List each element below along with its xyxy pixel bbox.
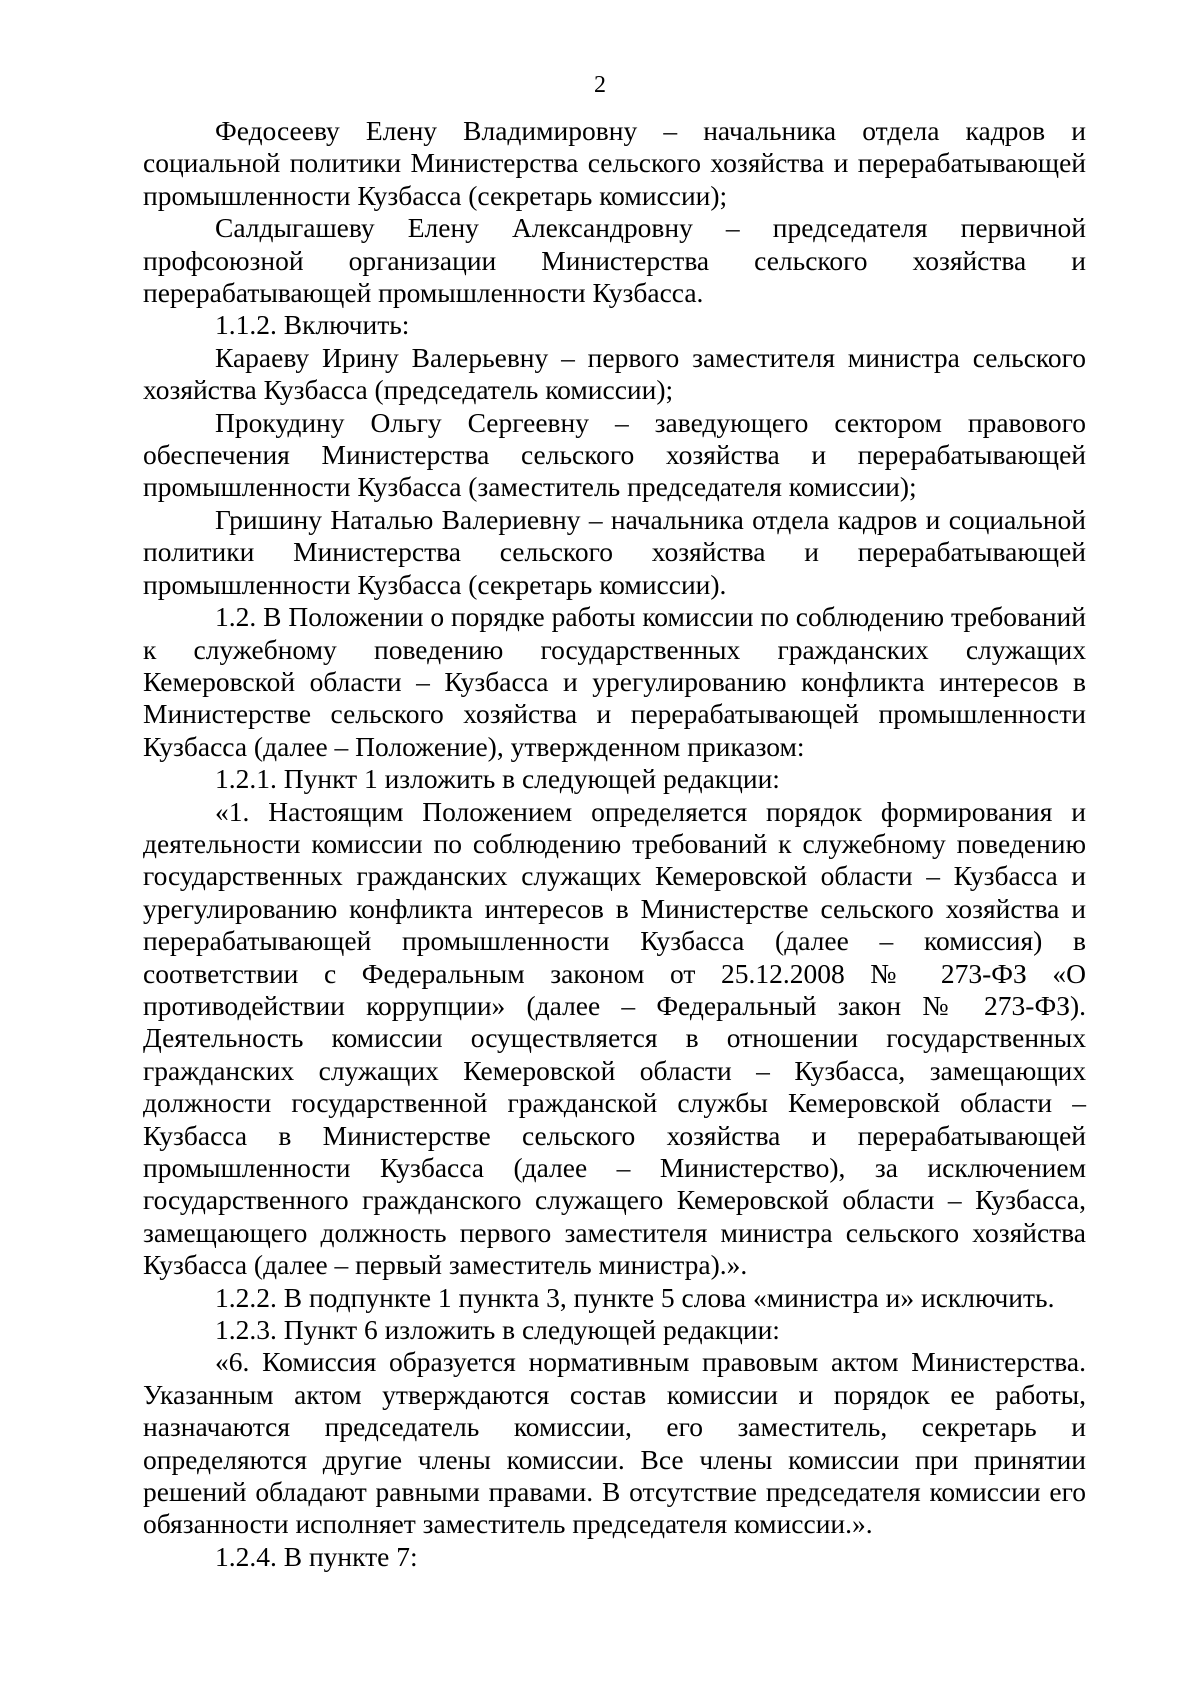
paragraph-section-1-2-3: 1.2.3. Пункт 6 изложить в следующей редакции: [215, 1314, 780, 1346]
paragraph-saldygasheva: Салдыгашеву Елену Александровну – председателя первичной профсоюзной организации Министерства сельского хозяйства и перерабатывающей промышленности Кузбасса. [143, 212, 1086, 309]
document-body [143, 115, 1086, 1573]
paragraph-section-1-2-4: 1.2.4. В пункте 7: [215, 1540, 418, 1572]
page-number: 2 [594, 72, 606, 98]
paragraph-section-1-2-2: 1.2.2. В подпункте 1 пункта 3, пункте 5 слова «министра и» исключить. [215, 1281, 1055, 1313]
paragraph-include-heading: 1.1.2. Включить: [215, 309, 410, 341]
paragraph-point-6-text: «6. Комиссия образуется нормативным правовым актом Министерства. Указанным актом утверждаются состав комиссии и порядок ее работы, назначаются председатель комиссии, его заместитель, секретарь и определяются другие члены комиссии. Все члены комиссии при принятии решений обладают равными правами. В отсутствие председателя комиссии его обязанности исполняет заместитель председателя комиссии.». [143, 1346, 1086, 1540]
paragraph-point-1-text: «1. Настоящим Положением определяется порядок формирования и деятельности комиссии по соблюдению требований к служебному поведению государственных гражданских служащих Кемеровской области – Кузбасса и урегулированию конфликта интересов в Министерстве сельского хозяйства и перерабатывающей промышленности Кузбасса (далее – комиссия) в соответствии с Федеральным законом от 25.12.2008 № 273-ФЗ «О противодействии коррупции» (далее – Федеральный закон № 273-ФЗ). Деятельность комиссии осуществляется в отношении государственных гражданских служащих Кемеровской области – Кузбасса, замещающих должности государственной гражданской службы Кемеровской области – Кузбасса в Министерстве сельского хозяйства и перерабатывающей промышленности Кузбасса (далее – Министерство), за исключением государственного гражданского служащего Кемеровской области – Кузбасса, замещающего должность первого заместителя министра сельского хозяйства Кузбасса (далее – первый заместитель министра).». [143, 795, 1086, 1281]
paragraph-prokudina: Прокудину Ольгу Сергеевну – заведующего сектором правового обеспечения Министерства сельского хозяйства и перерабатывающей промышленности Кузбасса (заместитель председателя комиссии); [143, 406, 1086, 503]
paragraph-grishina: Гришину Наталью Валериевну – начальника отдела кадров и социальной политики Министерства сельского хозяйства и перерабатывающей промышленности Кузбасса (секретарь комиссии). [143, 503, 1086, 600]
paragraph-section-1-2-1: 1.2.1. Пункт 1 изложить в следующей редакции: [215, 763, 780, 795]
paragraph-karaeva: Караеву Ирину Валерьевну – первого заместителя министра сельского хозяйства Кузбасса (председатель комиссии); [143, 341, 1086, 406]
paragraph-section-1-2: 1.2. В Положении о порядке работы комиссии по соблюдению требований к служебному поведению государственных гражданских служащих Кемеровской области – Кузбасса и урегулированию конфликта интересов в Министерстве сельского хозяйства и перерабатывающей промышленности Кузбасса (далее – Положение), утвержденном приказом: [143, 601, 1086, 762]
paragraph-fedoseeva: Федосееву Елену Владимировну – начальника отдела кадров и социальной политики Министерства сельского хозяйства и перерабатывающей промышленности Кузбасса (секретарь комиссии); [143, 115, 1086, 211]
